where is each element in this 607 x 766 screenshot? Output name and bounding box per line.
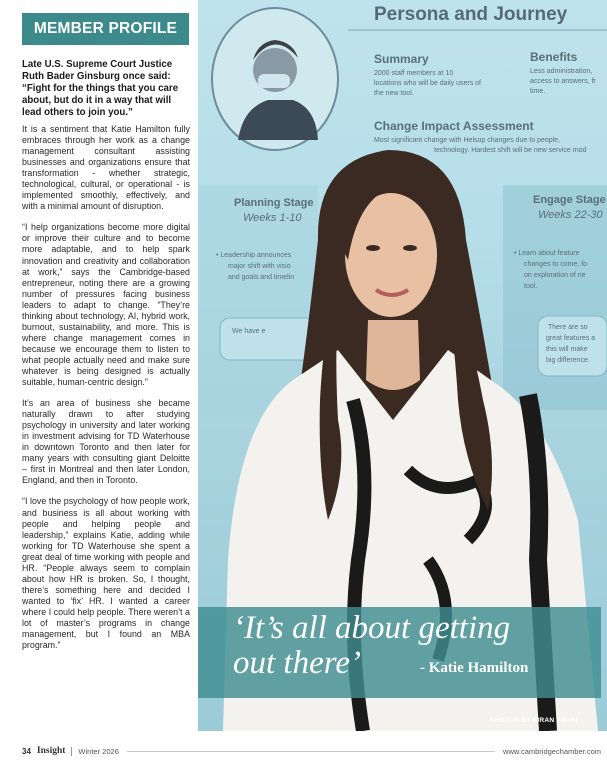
slide-summary-text-3: the new tool.: [374, 90, 414, 97]
slide-planning-heading: Planning Stage: [234, 197, 314, 209]
slide-summary-heading: Summary: [374, 52, 429, 66]
slide-engage-bubble-4: big difference.: [546, 357, 590, 364]
article-paragraph-1: It is a sentiment that Katie Hamilton fully embraces through her work as a change management consultant assisting businesses and organizations ensure that transformation - whether strategic, technological, cultural, or operational - is implemented smoothly, effectively, and with a minimal amount of disruption.: [22, 124, 190, 212]
slide-planning-weeks: Weeks 1-10: [243, 212, 302, 224]
slide-summary-text-2: locations who will be daily users of: [374, 80, 481, 87]
pull-quote-line-2: out there’: [233, 645, 361, 681]
slide-planning-bullet-1: • Leadership announces: [216, 252, 292, 259]
slide-engage-bubble-3: this will make: [546, 346, 588, 353]
slide-engage-bullet-4: tool.: [524, 283, 538, 290]
page-footer: [22, 744, 601, 758]
pull-quote-attribution: - Katie Hamilton: [420, 660, 529, 676]
slide-engage-weeks: Weeks 22-30: [538, 209, 603, 221]
slide-impact-text-2: technology. Hardest shift will be new service mod: [434, 147, 587, 154]
photo-credit: PHOTOS BY KIRAN SIDHU: [490, 717, 578, 724]
issue-date: Winter 2026: [71, 747, 118, 756]
article-paragraph-2: “I help organizations become more digital or improve their culture and to become more adaptable, and to help spark innovation and creativity and collaboration at work,” says the Cambridge-based entrepreneur, noting there are a growing number of pressures facing business leaders to adapt to change. “They’re thinking about technology, AI, hybrid work, burnout, sustainability, and more. This is where change management comes in because we encourage them to listen to what people actually need and make sure whatever is being designed is actually suitable, human-centric design.”: [22, 222, 190, 388]
slide-engage-bullet-1: • Learn about feature: [514, 250, 580, 257]
planning-bubble: [220, 318, 315, 360]
slide-planning-bubble-text: We have e: [232, 328, 266, 335]
slide-engage-bubble-1: There are so: [548, 324, 588, 331]
slide-engage-heading: Engage Stage: [533, 194, 606, 206]
article-column: [22, 59, 190, 661]
slide-engage-bullet-3: on exploration of ne: [524, 272, 586, 279]
article-paragraph-3: It’s an area of business she became naturally drawn to after studying psychology in university and later working in investment advising for TD Waterhouse in downtown Toronto and then later for many years with consulting giant Deloitte – first in Montreal and then later London, England, and then in Toronto.: [22, 398, 190, 486]
article-lead: Late U.S. Supreme Court Justice Ruth Bader Ginsburg once said: “Fight for the things that you care about, but do it in a way that will lead others to join you.”: [22, 59, 179, 118]
slide-impact-text-1: Most significant change with Helsop changes due to people,: [374, 137, 561, 144]
slide-engage-bullet-2: changes to come, fo: [524, 261, 588, 268]
page-number: 34: [22, 746, 31, 756]
magazine-logo: Insight: [36, 746, 66, 756]
pull-quote-line-1: ‘It’s all about getting: [233, 610, 511, 646]
slide-benefits-text-3: time.: [530, 88, 546, 95]
neck: [366, 320, 420, 390]
slide-planning-bullet-2: major shift with visio: [228, 263, 291, 270]
slide-benefits-heading: Benefits: [530, 50, 578, 64]
website-url: www.cambridgechamber.com: [503, 746, 601, 756]
slide-benefits-text-1: Less administration,: [530, 68, 593, 75]
slide-planning-bullet-3: and goals and timelin: [228, 274, 295, 281]
slide-engage-bubble-2: great features a: [546, 335, 596, 342]
footer-rule: [127, 751, 495, 752]
slide-summary-text-1: 2000 staff members at 10: [374, 70, 454, 77]
slide-title: Persona and Journey: [374, 4, 568, 25]
slide-benefits-text-2: access to answers, fr: [530, 78, 596, 85]
slide-impact-heading: Change Impact Assessment: [374, 119, 534, 133]
section-label: MEMBER PROFILE: [22, 13, 189, 45]
article-paragraph-4: “I love the psychology of how people work, and business is all about working with people and helping people and leadership,” explains Katie, adding while working for TD Waterhouse she spent a great deal of time working with people and HR. “People always seem to complain about how HR is broken. So, I thought, there’s something here and decided I wanted to ‘fix’ HR. I wanted a career where I could help people. There weren’t a lot of master’s programs in change management, but I found an MBA program.”: [22, 496, 190, 651]
